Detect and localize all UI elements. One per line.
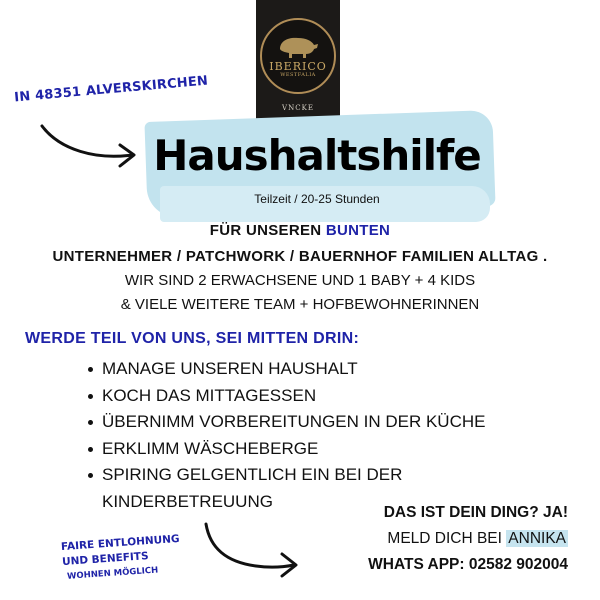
cta-heading: WERDE TEIL VON UNS, SEI MITTEN DRIN: xyxy=(25,330,360,347)
contact-whatsapp[interactable]: WHATS APP: 02582 902004 xyxy=(368,556,568,573)
intro-line-4: & VIELE WEITERE TEAM + HOFBEWOHNERINNEN xyxy=(120,296,480,313)
page-title: Haushaltshilfe xyxy=(153,131,481,180)
task-item: SPIRING GELGENTLICH EIN BEI DER xyxy=(88,462,485,489)
contact-meld-prefix: MELD DICH BEI xyxy=(387,530,502,547)
contact-question: DAS IST DEIN DING? JA! xyxy=(383,504,568,521)
intro-line-1-prefix: FÜR UNSEREN xyxy=(209,222,322,239)
intro-line-1-accent: BUNTEN xyxy=(325,222,391,239)
benefits-note xyxy=(61,532,183,585)
logo-name: IBERICO xyxy=(269,60,327,73)
page-subtitle: Teilzeit / 20-25 Stunden xyxy=(254,192,380,206)
task-item-continuation: KINDERBETREUUNG xyxy=(102,491,273,511)
contact-name: ANNIKA xyxy=(508,530,566,547)
task-item: ERKLIMM WÄSCHEBERGE xyxy=(88,436,485,463)
contact-block xyxy=(368,500,568,578)
logo-subname: WESTFALIA xyxy=(280,72,316,78)
intro-line-2: UNTERNEHMER / PATCHWORK / BAUERNHOF FAMILIEN ALLTAG . xyxy=(52,248,548,265)
task-item: ÜBERNIMM VORBEREITUNGEN IN DER KÜCHE xyxy=(88,409,485,436)
benefits-line-3: WOHNEN MÖGLICH xyxy=(66,565,159,582)
benefits-line-1: FAIRE ENTLOHNUNG xyxy=(60,532,180,554)
logo-mark: VNCKE xyxy=(282,104,314,112)
task-item: KOCH DAS MITTAGESSEN xyxy=(88,383,485,410)
location-label: IN 48351 ALVERSKIRCHEN xyxy=(13,73,209,106)
contact-meld xyxy=(368,526,568,552)
task-item: MANAGE UNSEREN HAUSHALT xyxy=(88,356,485,383)
intro-line-3: WIR SIND 2 ERWACHSENE UND 1 BABY + 4 KIDS xyxy=(124,272,476,289)
benefits-line-2: UND BENEFITS xyxy=(61,550,149,569)
